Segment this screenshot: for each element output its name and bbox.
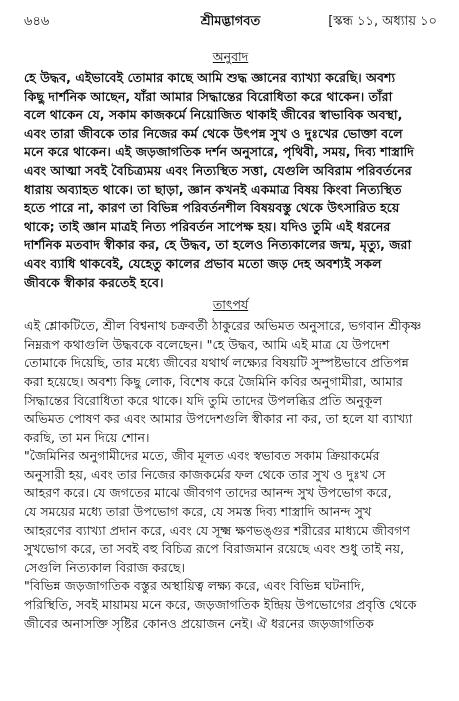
page-header bbox=[24, 10, 437, 34]
translation-line: দার্শনিক মতবাদ স্বীকার কর, হে উদ্ধব, তা হলেও নিত্যকালের জন্ম, মৃত্যু, জরা bbox=[24, 237, 412, 253]
translation-line: এবং আত্মা সবই বৈচিত্র্যময় এবং নিত্যস্থিত সত্তা, যেগুলি অবিরাম পরিবর্তনের bbox=[24, 162, 412, 178]
purport-line: সুখভোগ করে, তা সবই বহু বিচিত্র রূপে বিরাজমান রয়েছে এবং শুধু তাই নয়, bbox=[24, 541, 405, 557]
translation-line: থাকে; তাই জ্ঞান মাত্রই নিত্য পরিবর্তন সাপেক্ষ হয়। যদিও তুমি এই ধরনের bbox=[24, 218, 391, 234]
purport-line: সেগুলি নিত্যকাল বিরাজ করছে। bbox=[24, 559, 186, 575]
translation-line: ধারায় অব্যাহত থাকে। তা ছাড়া, জ্ঞান কখনই একমাত্র বিষয় কিংবা নিত্যস্থিত bbox=[24, 181, 402, 197]
purport-heading: তাৎপর্য bbox=[212, 297, 249, 313]
translation-line: হতে পারে না, কারণ তা বিভিন্ন পরিবর্তনশীল বিষয়বস্তু থেকে উৎসারিত হয়ে bbox=[24, 200, 400, 216]
purport-line: "জৈমিনির অনুগামীদের মতে, জীব মূলত এবং স্বভাবত সকাম ক্রিয়াকর্মের bbox=[24, 448, 380, 464]
purport-line: অনুসারী হয়, এবং তার নিজের কাজকর্মের ফল থেকে তার সুখ ও দুঃখ সে bbox=[24, 466, 386, 482]
purport-line: নিম্নরূপ কথাগুলি উদ্ধবকে বলেছেন। "হে উদ্ধব, আমি এই মাত্র যে উপদেশ bbox=[24, 336, 390, 352]
translation-line: এবং তারা জীবকে তার নিজের কর্ম থেকে উৎপন্ন সুখ ও দুঃখের ভোক্তা বলে bbox=[24, 125, 403, 141]
translation-line: এবং ব্যাধি থাকবেই, যেহেতু কালের প্রভাব মতো জড় দেহ অবশ্যই সকল bbox=[24, 255, 382, 271]
translation-line: বলে থাকেন যে, সকাম কাজকর্মে নিয়োজিত থাকাই জীবের স্বাভাবিক অবস্থা, bbox=[24, 107, 403, 123]
purport-line: করছি, তা মন দিয়ে শোন। bbox=[24, 429, 150, 445]
translation-line: জীবকে স্বীকার করতেই হবে। bbox=[24, 274, 164, 290]
purport-line: তোমাকে দিয়েছি, তার মধ্যে জীবের যথার্থ লক্ষ্যের বিষয়টি সুস্পষ্টভাবে প্রতিপন্ন bbox=[24, 355, 409, 371]
purport-line: পরিস্থিতি, সবই মায়াময় মনে করে, জড়জাগতিক ইন্দ্রিয় উপভোগের প্রবৃত্তি থেকে bbox=[24, 597, 417, 613]
page-number: ৬৪৬ bbox=[24, 14, 50, 29]
purport-line: অভিমত পোষণ কর এবং আমার উপদেশগুলি স্বীকার না কর, তা হলে যা ব্যাখ্যা bbox=[24, 411, 413, 427]
purport-line: করা হয়েছে। অবশ্য কিছু লোক, বিশেষ করে জৈমিনি কবির অনুগামীরা, আমার bbox=[24, 373, 403, 389]
translation-line: কিছু দার্শনিক আছেন, যাঁরা আমার সিদ্ধান্তের বিরোধিতা করে থাকেন। তাঁরা bbox=[24, 88, 393, 104]
canto-chapter-label: [স্কন্ধ ১১, অধ্যায় ১০ bbox=[328, 14, 437, 29]
book-title: শ্রীমদ্ভাগবত bbox=[200, 14, 261, 29]
translation-line: মনে করে থাকেন। এই জড়জাগতিক দর্শন অনুসারে, পৃথিবী, সময়, দিব্য শাস্ত্রাদি bbox=[24, 144, 414, 160]
purport-line: সিদ্ধান্তের বিরোধিতা করে থাকে। যদি তুমি তাদের উপলব্ধির প্রতি অনুকূল bbox=[24, 392, 383, 408]
translation-line: হে উদ্ধব, এইভাবেই তোমার কাছে আমি শুদ্ধ জ্ঞানের ব্যাখ্যা করেছি। অবশ্য bbox=[24, 70, 396, 85]
translation-heading: অনুবাদ bbox=[212, 49, 249, 64]
purport-text bbox=[24, 317, 437, 633]
translation-text bbox=[24, 69, 437, 292]
purport-line: এই শ্লোকটিতে, শ্রীল বিশ্বনাথ চক্রবর্তী ঠাকুরের অভিমত অনুসারে, ভগবান শ্রীকৃষ্ণ bbox=[24, 318, 422, 334]
purport-line: আহরণের ব্যাখ্যা প্রদান করে, এবং যে সূক্ষ্ম ক্ষণভঙ্গুর শরীরের মাধ্যমে জীবগণ bbox=[24, 522, 410, 538]
purport-line: যে সময়ের মধ্যে তারা উপভোগ করে, যে সমস্ত দিব্য শাস্ত্রাদি আনন্দ সুখ bbox=[24, 504, 372, 520]
purport-line: "বিভিন্ন জড়জাগতিক বস্তুর অস্থায়িত্ব লক্ষ্য করে, এবং বিভিন্ন ঘটনাদি, bbox=[24, 578, 365, 594]
purport-line: আহরণ করে। যে জগতের মাঝে জীবগণ তাদের আনন্দ সুখ উপভোগ করে, bbox=[24, 485, 392, 501]
purport-line: জীবের অনাসক্তি সৃষ্টির কোনও প্রয়োজন নেই। ঐ ধরনের জড়জাগতিক bbox=[24, 615, 374, 631]
